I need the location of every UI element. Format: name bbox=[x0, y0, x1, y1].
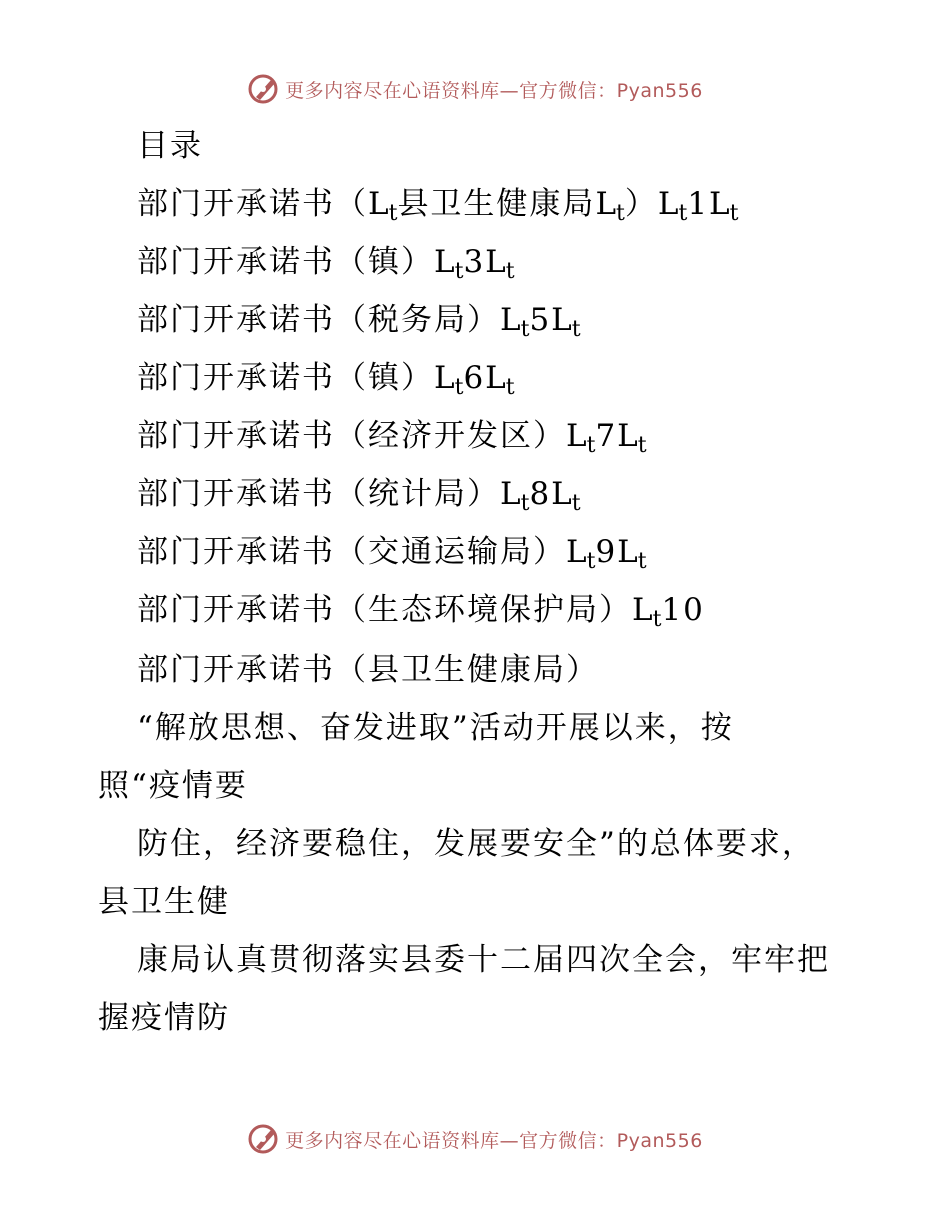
toc-item[interactable] bbox=[137, 300, 581, 350]
watermark-text: 更多内容尽在心语资料库—官方微信：Pyan556 bbox=[285, 79, 703, 102]
toc-item-page: 9 bbox=[595, 534, 618, 570]
pen-logo-icon bbox=[247, 72, 281, 106]
toc-item-close: ） bbox=[533, 534, 566, 570]
paragraph-line: 握疫情防 bbox=[98, 1000, 230, 1036]
leader-marker: $L_t$ bbox=[617, 418, 647, 458]
toc-item-page: 6 bbox=[463, 360, 486, 396]
toc-item-page: 1 bbox=[687, 186, 710, 222]
leader-marker: $L_t$ bbox=[551, 476, 581, 516]
toc-item-label: 部门开承诺书（ bbox=[137, 186, 368, 222]
toc-item-section: 税务局 bbox=[368, 302, 467, 338]
leader-marker: $L_t$ bbox=[500, 476, 530, 516]
leader-marker: $L_t$ bbox=[566, 534, 596, 574]
toc-item-close: ） bbox=[467, 302, 500, 338]
toc-item-page: 3 bbox=[463, 244, 486, 280]
leader-marker: $L_t$ bbox=[434, 360, 464, 400]
toc-item[interactable] bbox=[137, 416, 647, 466]
toc-title: 目录 bbox=[137, 128, 203, 164]
watermark-text: 更多内容尽在心语资料库—官方微信：Pyan556 bbox=[285, 1129, 703, 1152]
paragraph-line: 防住，经济要稳住，发展要安全”的总体要求， bbox=[137, 826, 815, 862]
toc-item-section: 县卫生健康局 bbox=[397, 186, 596, 222]
toc-item[interactable] bbox=[137, 184, 738, 234]
toc-item-section: 交通运输局 bbox=[368, 534, 533, 570]
leader-marker: $L_t$ bbox=[632, 592, 662, 632]
toc-item-label: 部门开承诺书（ bbox=[137, 302, 368, 338]
paragraph-line: 照“疫情要 bbox=[98, 768, 248, 804]
toc-item-page: 5 bbox=[529, 302, 552, 338]
toc-item-label: 部门开承诺书（ bbox=[137, 360, 368, 396]
toc-item-label: 部门开承诺书（ bbox=[137, 418, 368, 454]
leader-marker: $L_t$ bbox=[617, 534, 647, 574]
paragraph-line: 康局认真贯彻落实县委十二届四次全会，牢牢把 bbox=[137, 942, 830, 978]
paragraph-line: 县卫生健 bbox=[98, 884, 230, 920]
toc-item-close: ） bbox=[401, 244, 434, 280]
toc-item-close: ） bbox=[401, 360, 434, 396]
toc-item-page: 8 bbox=[529, 476, 552, 512]
toc-item-close: ） bbox=[467, 476, 500, 512]
watermark-footer bbox=[0, 1122, 950, 1156]
toc-item-section: 经济开发区 bbox=[368, 418, 533, 454]
toc-item-close: ） bbox=[533, 418, 566, 454]
pen-logo-icon bbox=[247, 1122, 281, 1156]
toc-item-section: 生态环境保护局 bbox=[368, 592, 599, 628]
toc-item-section: 镇 bbox=[368, 360, 401, 396]
leader-marker: $L_t$ bbox=[595, 186, 625, 226]
leader-marker: $L_t$ bbox=[368, 186, 398, 226]
body-heading: 部门开承诺书（县卫生健康局） bbox=[137, 652, 599, 688]
toc-item-label: 部门开承诺书（ bbox=[137, 592, 368, 628]
toc-item-label: 部门开承诺书（ bbox=[137, 476, 368, 512]
toc-item-close: ） bbox=[599, 592, 632, 628]
toc-item-close: ） bbox=[624, 186, 658, 222]
leader-marker: $L_t$ bbox=[551, 302, 581, 342]
leader-marker: $L_t$ bbox=[657, 186, 688, 226]
toc-item-section: 统计局 bbox=[368, 476, 467, 512]
leader-marker: $L_t$ bbox=[485, 244, 515, 284]
leader-marker: $L_t$ bbox=[709, 186, 739, 226]
toc-item[interactable] bbox=[137, 532, 647, 582]
toc-item-page: 7 bbox=[595, 418, 618, 454]
toc-item-page: 10 bbox=[661, 592, 705, 628]
watermark-header bbox=[0, 72, 950, 106]
leader-marker: $L_t$ bbox=[434, 244, 464, 284]
toc-item-label: 部门开承诺书（ bbox=[137, 244, 368, 280]
toc-item[interactable] bbox=[137, 590, 705, 640]
toc-item[interactable] bbox=[137, 242, 515, 292]
paragraph-line: “解放思想、奋发进取”活动开展以来，按 bbox=[137, 710, 734, 746]
leader-marker: $L_t$ bbox=[500, 302, 530, 342]
toc-item[interactable] bbox=[137, 358, 515, 408]
toc-item-label: 部门开承诺书（ bbox=[137, 534, 368, 570]
leader-marker: $L_t$ bbox=[485, 360, 515, 400]
toc-item-section: 镇 bbox=[368, 244, 401, 280]
toc-item[interactable] bbox=[137, 474, 581, 524]
leader-marker: $L_t$ bbox=[566, 418, 596, 458]
